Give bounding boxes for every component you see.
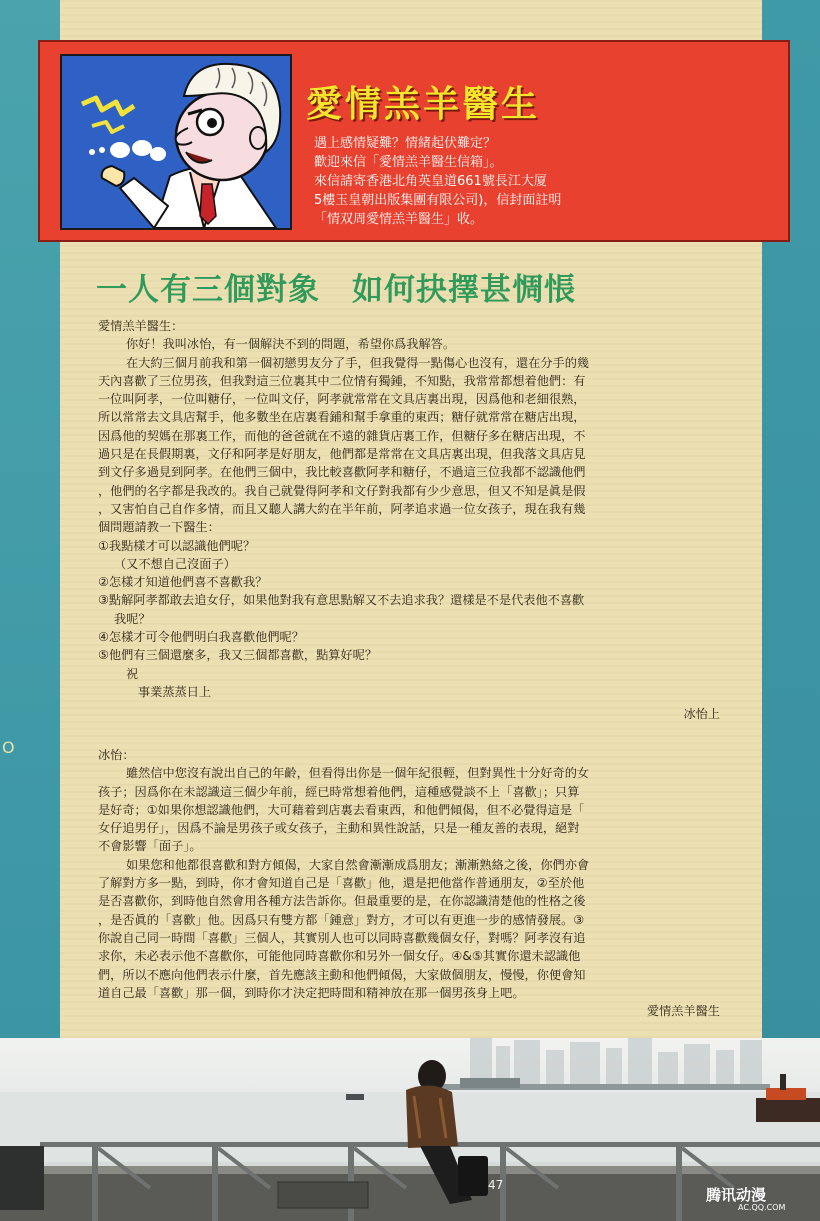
reply-line: 了解對方多一點，到時，你才會知道自己是「喜歡」他，還是把他當作普通朋友，②至於他 xyxy=(98,876,585,891)
letter-line: 個問題請教一下醫生： xyxy=(98,520,220,535)
site-watermark: 腾讯动漫 xyxy=(706,1186,767,1204)
question-line: ⑤他們有三個還麼多，我又三個都喜歡，點算好呢？ xyxy=(98,648,378,663)
letter-line: ，又害怕自己自作多情，而且又聽人講大約在半年前，阿孝追求過一位女孩子，現在我有幾 xyxy=(98,501,586,516)
question-line: ④怎樣才可令他們明白我喜歡他們呢？ xyxy=(98,630,304,645)
harbour-scene-svg xyxy=(0,1038,820,1221)
question-line: 我呢？ xyxy=(114,611,151,626)
reply-line: 是否喜歡你，到時他自然會用各種方法告訴你。但最重要的是，在你認識清楚他的性格之後 xyxy=(98,894,586,909)
info-line: 遇上感情疑難？情緒起伏難定？ xyxy=(314,136,497,151)
reply-line: 是好奇；①如果你想認識他們，大可藉着到店裏去看東西，和他們傾偈，但不必覺得這是「 xyxy=(98,802,585,817)
letter-closing: 事業蒸蒸日上 xyxy=(138,684,212,699)
doctor-cartoon-illustration xyxy=(60,54,292,230)
reply-line: 孩子；因爲你在未認識這三個少年前，經已時常想着他們，這種感覺談不上「喜歡」；只算 xyxy=(98,784,580,799)
question-line: ①我點樣才可以認識他們呢？ xyxy=(98,538,256,553)
letter-line: 到文仔多過見到阿孝。在他們三個中，我比較喜歡阿孝和糖仔，不過這三位我都不認識他們 xyxy=(98,465,586,480)
doctor-reply xyxy=(98,746,722,1020)
reply-line: 不會影響「面子」。 xyxy=(98,839,202,854)
question-line: ②怎樣才知道他們喜不喜歡我？ xyxy=(98,575,268,590)
reply-line: 道自己最「喜歡」那一個，到時你才決定把時間和精神放在那一個男孩身上吧。 xyxy=(98,985,525,1000)
letter-line: 一位叫阿孝，一位叫糖仔，一位叫文仔，阿孝就常常在文具店裏出現，因爲他和老細很熟， xyxy=(98,392,586,407)
reply-salutation: 冰怡： xyxy=(98,748,135,762)
page-number: 47 xyxy=(488,1178,504,1192)
letter-line: 過只是在長假期裏，文仔和阿孝是好朋友，他們都是常常在文具店裏出現，但我落文具店見 xyxy=(98,447,586,462)
column-title: 愛情羔羊醫生 xyxy=(306,84,541,125)
letter-line: 所以常常去文具店幫手，他多數坐在店裏看鋪和幫手拿重的東西；糖仔就常常在糖店出現， xyxy=(98,410,586,425)
info-line: 歡迎來信「愛情羔羊醫生信箱」。 xyxy=(314,155,503,170)
reply-line: 女仔追男仔」，因爲不論是男孩子或女孩子，主動和異性說話，只是一種友善的表現，絕對 xyxy=(98,821,580,836)
info-line: 來信請寄香港北角英皇道661號長江大厦 xyxy=(314,174,547,189)
letter-signature: 冰怡上 xyxy=(683,707,720,722)
info-line: 5樓玉皇朝出版集團有限公司)，信封面註明 xyxy=(314,193,562,208)
letter-line: 天內喜歡了三位男孩，但我對這三位裏其中二位情有獨鍾，不知點，我常常都想着他們：有 xyxy=(98,373,586,388)
column-info xyxy=(314,134,774,229)
letter-line: 在大約三個月前我和第一個初戀男友分了手，但我覺得一點傷心也沒有，還在分手的幾 xyxy=(126,355,590,370)
letter-line: ，他們的名字都是我改的。我自己就覺得阿孝和文仔對我都有少少意思，但又不知是眞是假 xyxy=(98,483,586,498)
question-line: ③點解阿孝都敢去追女仔，如果他對我有意思點解又不去追求我？還樣是不是代表他不喜歡 xyxy=(98,593,585,608)
reply-line: 你說自己同一時間「喜歡」三個人，其實別人也可以同時喜歡幾個女仔，對嗎？阿孝沒有追 xyxy=(98,930,586,945)
reply-line: 雖然信中您沒有說出自己的年齡，但看得出你是一個年紀很輕，但對異性十分好奇的女 xyxy=(126,766,590,781)
reply-signature: 愛情羔羊醫生 xyxy=(646,1004,720,1019)
harbour-photo xyxy=(0,1038,820,1221)
column-header xyxy=(38,40,790,242)
site-watermark-url: AC.QQ.COM xyxy=(738,1203,786,1212)
article-headline: 一人有三個對象 如何抉擇甚惆悵 xyxy=(96,272,576,308)
reply-line: 如果您和他都很喜歡和對方傾偈，大家自然會漸漸成爲朋友；漸漸熟絡之後，你們亦會 xyxy=(126,857,590,872)
letter-paragraph: 你好！我叫冰怡，有一個解決不到的問題，希望你爲我解答。 xyxy=(126,337,456,352)
reader-letter xyxy=(98,317,722,724)
doctor-cartoon-svg xyxy=(62,56,290,228)
letter-salutation: 愛情羔羊醫生： xyxy=(98,319,184,333)
letter-closing: 祝 xyxy=(126,666,139,681)
reply-line: 求你，未必表示他不喜歡你，可能他同時喜歡你和另外一個女仔。④&⑤其實你還未認識他 xyxy=(98,949,581,964)
reply-line: 們，所以不應向他們表示什麼，首先應該主動和他們傾偈，大家做個朋友，慢慢，你便會知 xyxy=(98,967,586,982)
letter-line: 因爲他的契媽在那裏工作，而他的爸爸就在不遠的雜貨店裏工作，但糖仔多在糖店出現，不 xyxy=(98,428,586,443)
info-line: 「情双周愛情羔羊醫生」收。 xyxy=(314,212,484,227)
side-mark: O xyxy=(2,738,15,757)
reply-line: ，是否眞的「喜歡」他。因爲只有雙方都「鍾意」對方，才可以有更進一步的感情發展。③ xyxy=(98,912,585,927)
question-line: （又不想自己沒面子） xyxy=(114,556,236,571)
